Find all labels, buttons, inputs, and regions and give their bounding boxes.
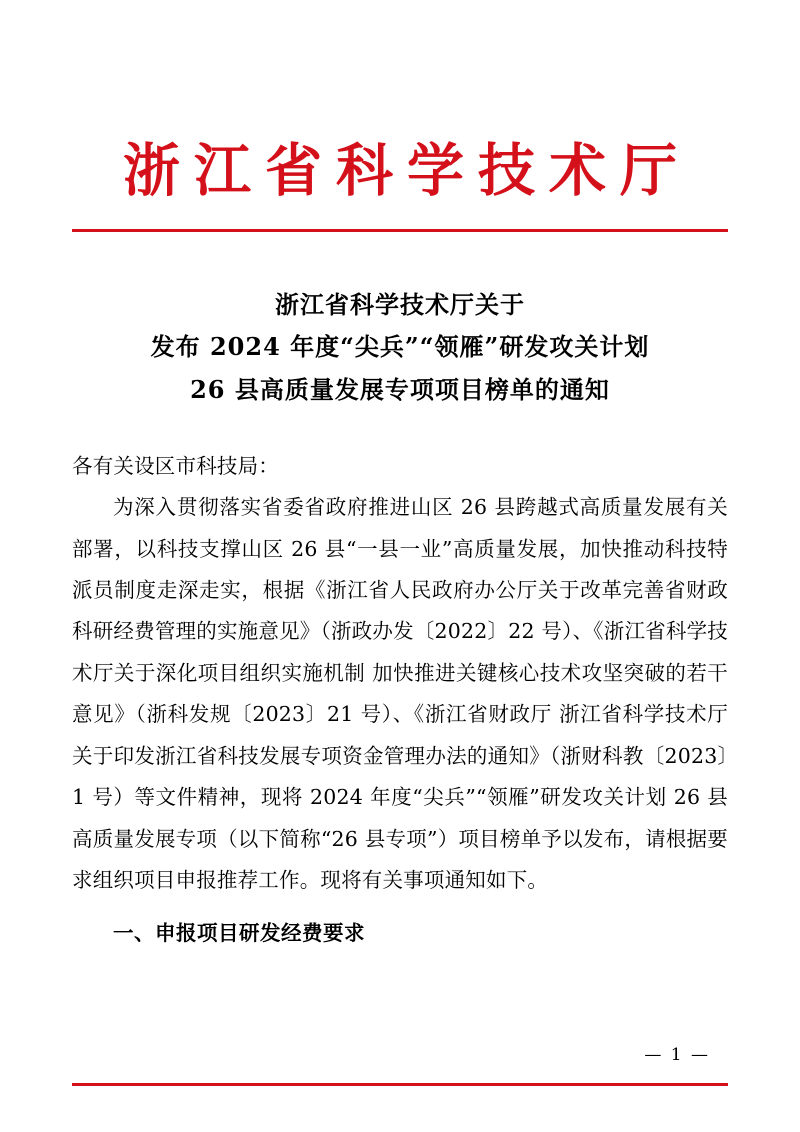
document-title-line-2: 发布 2024 年度“尖兵”“领雁”研发攻关计划 bbox=[150, 332, 650, 362]
footer-divider bbox=[72, 1083, 728, 1086]
page-number: — 1 — bbox=[644, 1045, 710, 1065]
document-body bbox=[72, 446, 728, 955]
document-title bbox=[72, 284, 728, 412]
masthead-divider bbox=[72, 229, 728, 232]
issuing-organization: 浙江省科学技术厅 bbox=[123, 137, 691, 204]
document-title-line-1: 浙江省科学技术厅关于 bbox=[275, 289, 525, 319]
salutation: 各有关设区市科技局： bbox=[72, 453, 279, 478]
page-footer bbox=[72, 1045, 728, 1086]
document-title-line-3: 26 县高质量发展专项项目榜单的通知 bbox=[190, 375, 610, 405]
section-heading: 一、申报项目研发经费要求 bbox=[113, 921, 365, 946]
masthead bbox=[72, 0, 728, 203]
body-paragraph: 为深入贯彻落实省委省政府推进山区 26 县跨越式高质量发展有关部署，以科技支撑山区 26 县“一县一业”高质量发展，加快推动科技特派员制度走深走实，根据《浙江省人民政府办公厅关于改革完善省财政科研经费管理的实施意见》（浙政办发〔2022〕22 号）、《浙江省科学技术厅关于深化项目组织实施机制 加快推进关键核心技术攻坚突破的若干意见》（浙科发规〔2023〕21 号）、《浙江省财政厅 浙江省科学技术厅关于印发浙江省科技发展专项资金管理办法的通知》（浙财科教〔2023〕1 号）等文件精神，现将 2024 年度“尖兵”“领雁”研发攻关计划 26 县高质量发展专项（以下简称“26 县专项”）项目榜单予以发布，请根据要求组织项目申报推荐工作。现将有关事项通知如下。 bbox=[72, 495, 728, 892]
